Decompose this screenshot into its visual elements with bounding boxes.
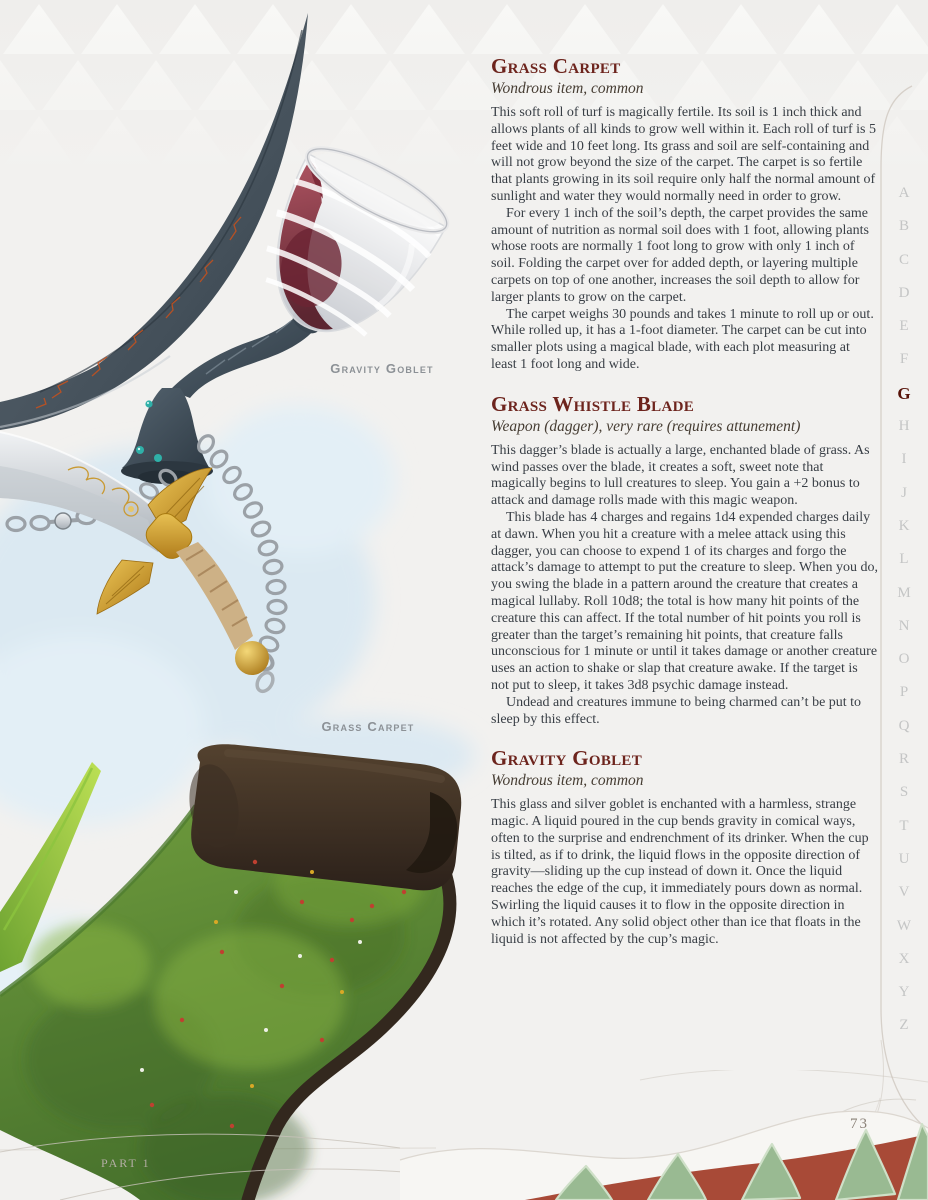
item-paragraph: The carpet weighs 30 pounds and takes 1 minute to roll up or out. While rolled up, it has a 1-foot diameter. The carpet can be cut into smaller plots using a magical blade, with each plot measuring at least 1 foot long and wide. xyxy=(491,306,874,372)
alphabet-index xyxy=(890,177,918,1043)
alphabet-letter[interactable]: M xyxy=(897,584,911,601)
alphabet-letter[interactable]: Q xyxy=(898,717,910,734)
alphabet-letter-active[interactable]: G xyxy=(897,383,911,403)
alphabet-letter[interactable]: A xyxy=(898,185,910,201)
alphabet-letter[interactable]: N xyxy=(898,617,910,634)
alphabet-letter[interactable]: W xyxy=(896,917,912,934)
item-text-column xyxy=(491,54,878,966)
section-grass-whistle-blade xyxy=(491,392,878,729)
alphabet-letter[interactable]: V xyxy=(898,884,910,901)
alphabet-letter[interactable]: X xyxy=(898,950,910,967)
item-subtitle: Weapon (dagger), very rare (requires attunement) xyxy=(491,417,801,435)
alphabet-letter[interactable]: R xyxy=(898,751,909,768)
item-paragraph: This glass and silver goblet is enchanted with a harmless, strange magic. A liquid poured in the cup bends gravity in comical ways, often to the surprise and endrenchment of its drinker. When the cup is tilted, as if to drink, the liquid flows in the opposite direction of gravity—sliding up the cup instead of down it. Once the liquid reaches the edge of the cup, it immediately pours down as normal. Swirling the liquid causes it to flow in the opposite direction in which it’s rotated. Any solid object other than ice that floats in the liquid is not affected by the cup’s magic. xyxy=(491,797,869,947)
item-paragraph: For every 1 inch of the soil’s depth, the carpet provides the same amount of nutrition as normal soil does with 1 foot, allowing plants whose roots are normally 1 foot long to grow with only 1 inch of soil. Folding the carpet over for added depth, or layering multiple carpets on top of one another, increases the soil depth to allow for larger plants to grow on the carpet. xyxy=(491,205,869,305)
alphabet-letter[interactable]: S xyxy=(899,784,909,801)
footer-part-label: PART 1 xyxy=(101,1156,151,1170)
item-paragraph: Undead and creatures immune to being charmed can’t be put to sleep by this effect. xyxy=(491,694,862,727)
section-grass-carpet xyxy=(491,54,878,374)
grass-whistle-blade-illustration xyxy=(0,13,308,430)
item-title: Gravity Goblet xyxy=(491,746,643,771)
item-paragraph: This blade has 4 charges and regains 1d4 expended charges daily at dawn. When you hit a creature with a melee attack using this dagger, you can choose to expend 1 of its charges and forgo the attack’s damage to attempt to put the creature to sleep. When you do, you swing the blade in a pattern around the creature that creates a magical lullaby. Roll 10d8; the total is how many hit points of the creature this can affect. If the total number of hit points you roll is greater than the target’s remaining hit points, that creature falls unconscious for 1 minute or until it takes damage or another creature uses an action to shake or slap that creature awake. If the target is not put to sleep, it takes 3d8 psychic damage instead. xyxy=(491,509,878,693)
illustration-label-grass-carpet: Grass Carpet xyxy=(321,719,415,734)
alphabet-letter[interactable]: K xyxy=(898,517,910,534)
page-number: 73 xyxy=(850,1116,869,1132)
alphabet-letter[interactable]: L xyxy=(899,551,909,568)
alphabet-letter[interactable]: B xyxy=(898,218,909,235)
section-gravity-goblet xyxy=(491,746,878,948)
alphabet-letter[interactable]: U xyxy=(898,850,910,867)
alphabet-letter[interactable]: T xyxy=(899,817,909,834)
item-title: Grass Whistle Blade xyxy=(491,391,695,416)
item-paragraph: This soft roll of turf is magically fertile. Its soil is 1 inch thick and allows plants of all kinds to grow well within it. Each roll of turf is 5 feet wide and 10 feet long. Its grass and soil are self-containing and will not grow beyond the size of the carpet. The carpet is so fertile that plants growing in its soil require only half the normal amount of sunlight and water they would normally need in order to grow. xyxy=(491,105,876,204)
item-paragraph: This dagger’s blade is actually a large, enchanted blade of grass. As wind passes over the blade, it creates a soft, sweet note that magically begins to lull creatures to sleep. You gain a +2 bonus to attack and damage rolls made with this magic weapon. xyxy=(491,442,870,509)
alphabet-letter[interactable]: C xyxy=(898,251,909,268)
item-subtitle: Wondrous item, common xyxy=(491,80,644,97)
alphabet-letter[interactable]: D xyxy=(898,284,910,301)
item-title: Grass Carpet xyxy=(491,54,621,78)
alphabet-letter[interactable]: F xyxy=(899,351,909,368)
alphabet-letter[interactable]: Y xyxy=(898,984,910,1001)
alphabet-letter[interactable]: I xyxy=(901,451,907,468)
corner-artwork xyxy=(0,1070,928,1200)
alphabet-letter[interactable]: Z xyxy=(899,1017,909,1034)
item-subtitle: Wondrous item, common xyxy=(491,772,644,790)
alphabet-letter[interactable]: P xyxy=(899,684,909,701)
illustration-label-gravity-goblet: Gravity Goblet xyxy=(330,361,434,376)
alphabet-letter[interactable]: E xyxy=(899,318,909,335)
alphabet-letter[interactable]: O xyxy=(898,651,910,668)
alphabet-letter[interactable]: J xyxy=(901,484,907,501)
alphabet-letter[interactable]: H xyxy=(898,418,910,435)
